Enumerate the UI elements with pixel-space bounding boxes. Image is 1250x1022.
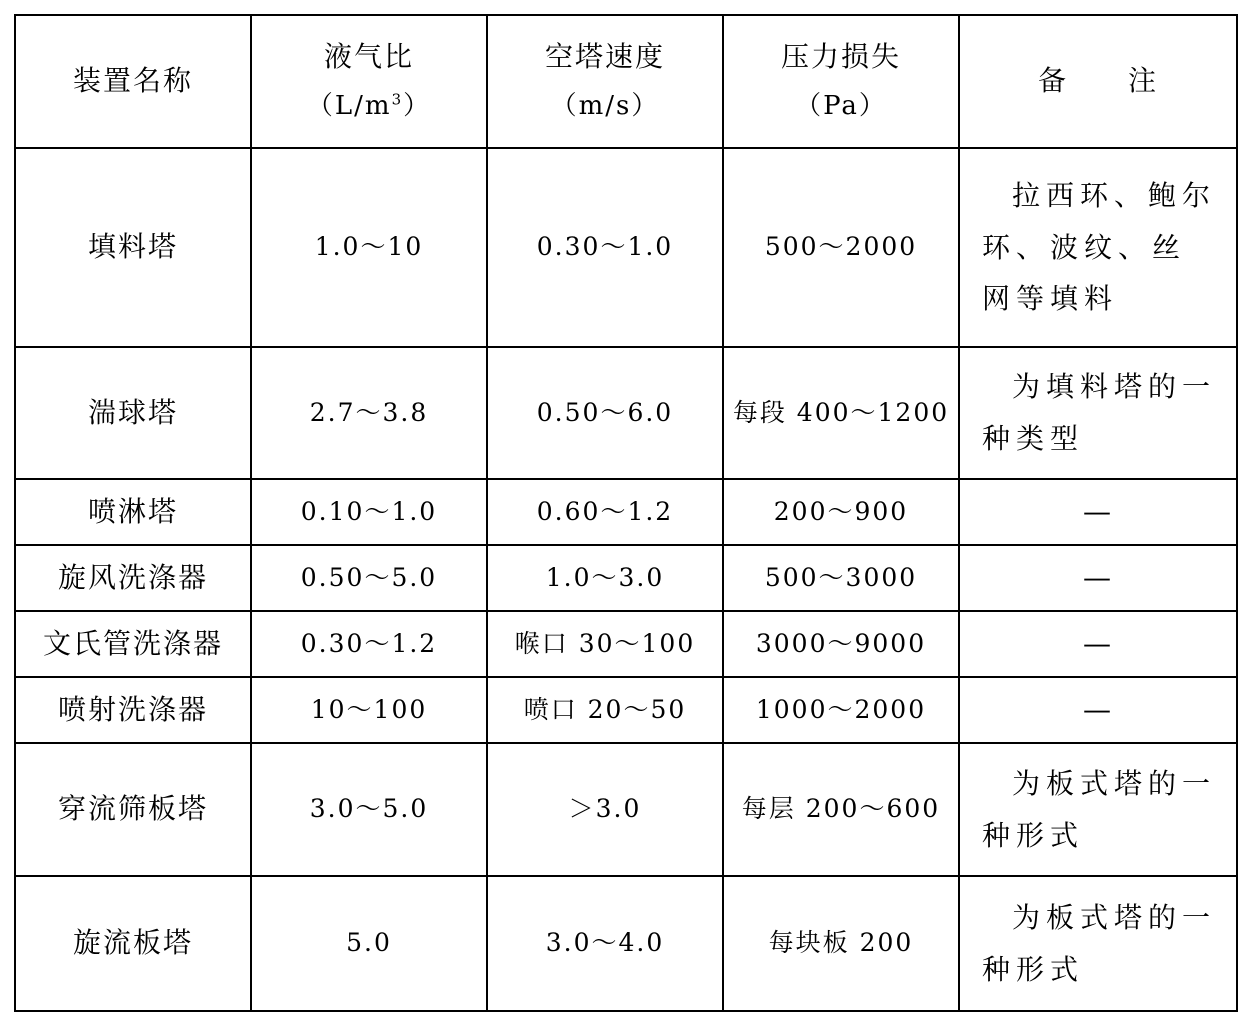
cell-pressure-loss: 500～2000 (723, 148, 959, 347)
cell-tower-speed: 喷口 20～50 (487, 677, 723, 743)
cell-pressure-loss: 1000～2000 (723, 677, 959, 743)
cell-tower-speed: ＞3.0 (487, 743, 723, 876)
header-pressure-unit: （Pa） (795, 90, 887, 121)
scrubber-parameter-table (14, 14, 1238, 1012)
cell-liquid-gas-ratio: 3.0～5.0 (251, 743, 487, 876)
cell-pressure-loss: 3000～9000 (723, 611, 959, 677)
table-row (15, 876, 1237, 1011)
table-header-row (15, 15, 1237, 148)
cell-device-name: 喷淋塔 (15, 479, 251, 545)
table-row (15, 148, 1237, 347)
table-row (15, 545, 1237, 611)
cell-liquid-gas-ratio: 2.7～3.8 (251, 347, 487, 479)
cell-pressure-loss: 每块板 200 (723, 876, 959, 1011)
cell-note: 拉西环、鲍尔环、波纹、丝网等填料 (959, 148, 1237, 347)
cell-note: 为板式塔的一种形式 (959, 743, 1237, 876)
table-row (15, 611, 1237, 677)
cell-pressure-loss: 每层 200～600 (723, 743, 959, 876)
cell-note: — (959, 611, 1237, 677)
table-row (15, 743, 1237, 876)
cell-liquid-gas-ratio: 5.0 (251, 876, 487, 1011)
cell-liquid-gas-ratio: 0.50～5.0 (251, 545, 487, 611)
header-speed-unit: （m/s） (550, 90, 660, 121)
cell-tower-speed: 喉口 30～100 (487, 611, 723, 677)
cell-device-name: 穿流筛板塔 (15, 743, 251, 876)
cell-liquid-gas-ratio: 1.0～10 (251, 148, 487, 347)
cell-note: — (959, 479, 1237, 545)
cell-pressure-loss: 500～3000 (723, 545, 959, 611)
cell-tower-speed: 1.0～3.0 (487, 545, 723, 611)
cell-tower-speed: 3.0～4.0 (487, 876, 723, 1011)
header-pressure-label: 压力损失 (780, 40, 901, 74)
table-row (15, 677, 1237, 743)
header-notes: 备 注 (959, 15, 1237, 148)
header-pressure-loss (723, 15, 959, 148)
cell-tower-speed: 0.50～6.0 (487, 347, 723, 479)
cell-device-name: 旋流板塔 (15, 876, 251, 1011)
cell-pressure-loss: 每段 400～1200 (723, 347, 959, 479)
cell-device-name: 喷射洗涤器 (15, 677, 251, 743)
cell-tower-speed: 0.30～1.0 (487, 148, 723, 347)
cell-note: — (959, 545, 1237, 611)
table-row (15, 347, 1237, 479)
cell-note: — (959, 677, 1237, 743)
header-liquid-gas-ratio (251, 15, 487, 148)
cell-tower-speed: 0.60～1.2 (487, 479, 723, 545)
cell-note: 为板式塔的一种形式 (959, 876, 1237, 1011)
cell-device-name: 旋风洗涤器 (15, 545, 251, 611)
cell-pressure-loss: 200～900 (723, 479, 959, 545)
header-tower-speed (487, 15, 723, 148)
cell-liquid-gas-ratio: 10～100 (251, 677, 487, 743)
header-device-name: 装置名称 (15, 15, 251, 148)
cell-device-name: 填料塔 (15, 148, 251, 347)
cell-liquid-gas-ratio: 0.10～1.0 (251, 479, 487, 545)
header-ratio-label: 液气比 (323, 40, 414, 74)
cell-liquid-gas-ratio: 0.30～1.2 (251, 611, 487, 677)
cell-note: 为填料塔的一种类型 (959, 347, 1237, 479)
table-row (15, 479, 1237, 545)
cell-device-name: 湍球塔 (15, 347, 251, 479)
cell-device-name: 文氏管洗涤器 (15, 611, 251, 677)
header-speed-label: 空塔速度 (544, 40, 665, 74)
header-ratio-unit: $(L/m^3)$ (306, 90, 432, 121)
